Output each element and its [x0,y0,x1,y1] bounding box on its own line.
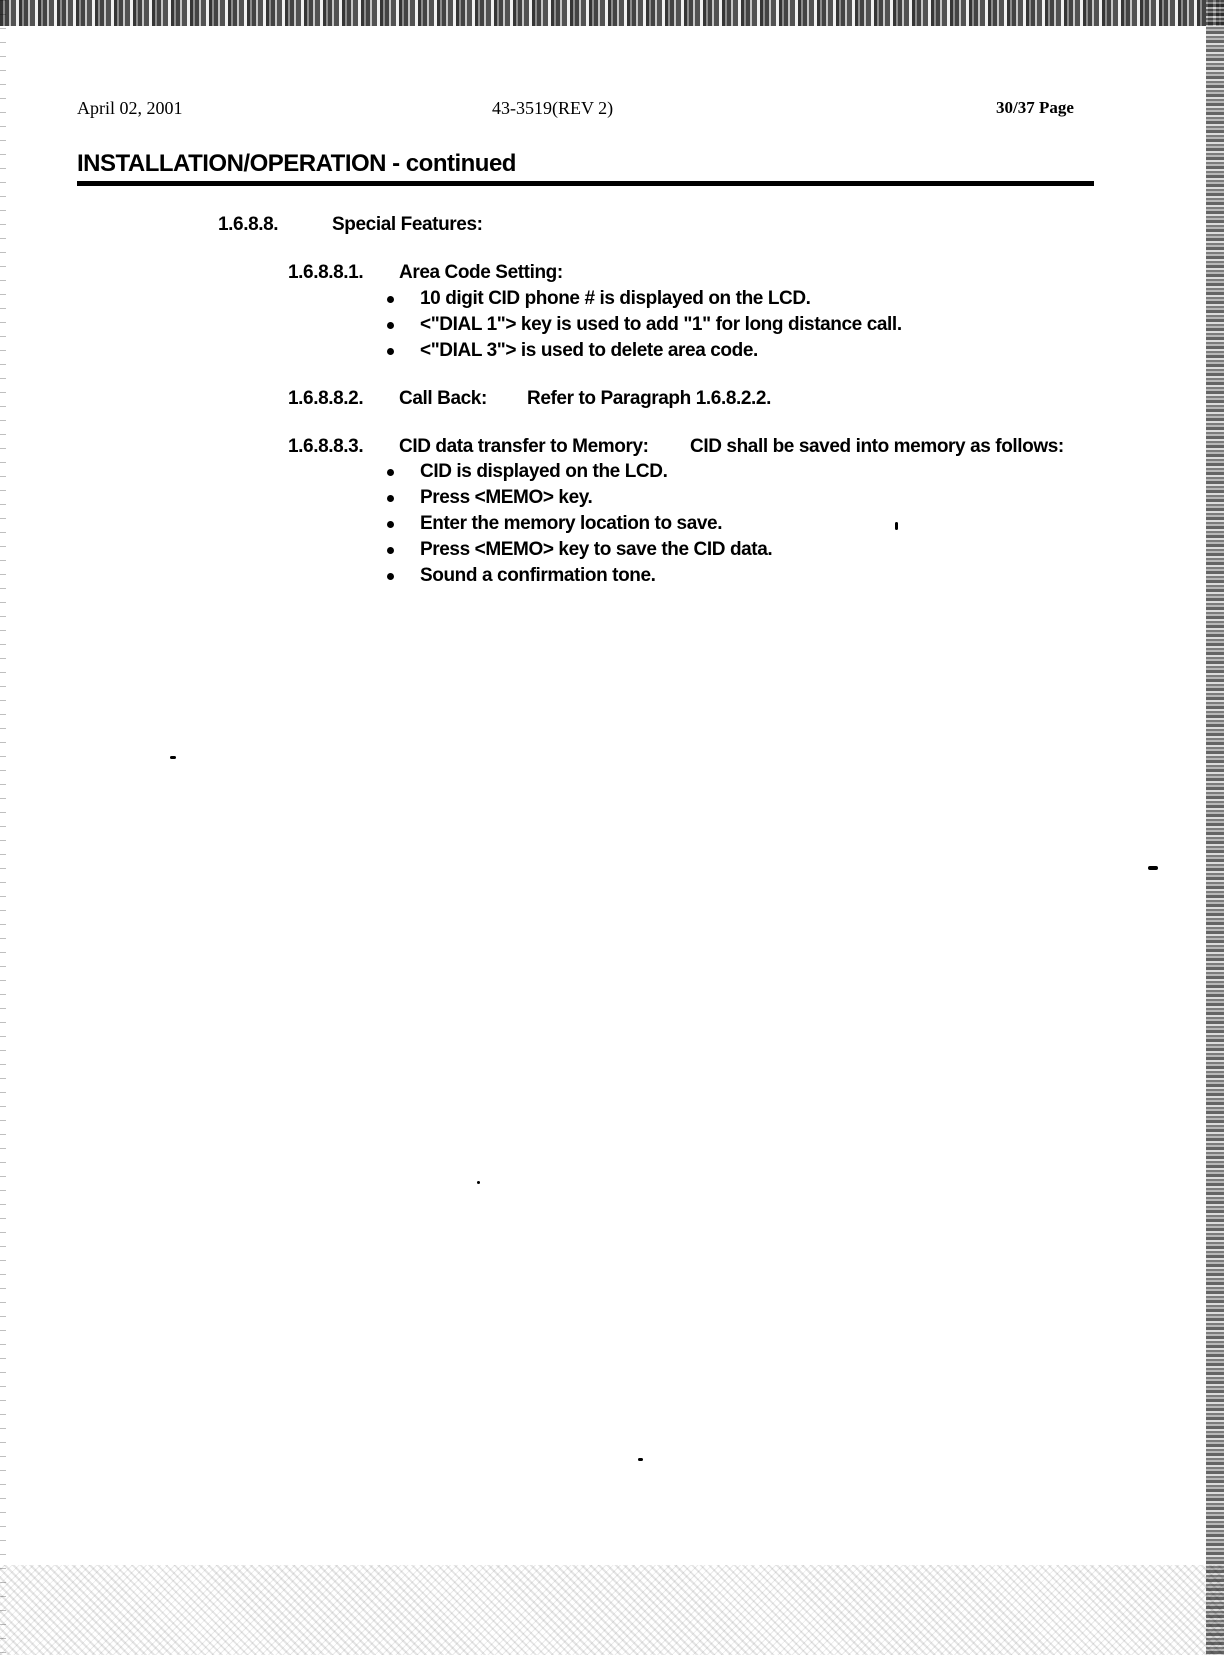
scan-speck [895,522,898,530]
paragraph-number: 1.6.8.8. [218,214,279,235]
list-item: Press <MEMO> key to save the CID data. [387,537,772,563]
section-rule [77,181,1094,186]
cid-transfer-heading [288,436,1064,458]
list-item: <"DIAL 3"> is used to delete area code. [387,338,902,364]
special-features-heading [218,214,483,236]
scan-artifact-bottom [0,1565,1224,1655]
bullet-icon [387,573,394,580]
bullet-icon [387,322,394,329]
call-back-heading [288,388,771,410]
paragraph-text: CID shall be saved into memory as follows: [690,436,1064,457]
list-item: Sound a confirmation tone. [387,563,772,589]
scan-speck [477,1181,480,1184]
paragraph-title: CID data transfer to Memory: [399,436,649,457]
list-item: Enter the memory location to save. [387,511,772,537]
bullet-icon [387,348,394,355]
scan-artifact-left [0,0,6,1655]
scan-speck [638,1458,643,1461]
bullet-icon [387,469,394,476]
list-item: CID is displayed on the LCD. [387,459,772,485]
paragraph-number: 1.6.8.8.1. [288,262,364,283]
header-doc-number: 43-3519(REV 2) [492,98,614,118]
scan-artifact-top [0,0,1224,26]
scan-speck [170,756,176,759]
paragraph-title: Special Features: [332,214,483,235]
list-item: 10 digit CID phone # is displayed on the LCD. [387,286,902,312]
area-code-bullets [387,286,902,364]
paragraph-number: 1.6.8.8.3. [288,436,364,457]
scan-speck [1148,866,1158,870]
list-item: <"DIAL 1"> key is used to add "1" for long distance call. [387,312,902,338]
paragraph-title: Area Code Setting: [399,262,563,283]
section-title: INSTALLATION/OPERATION - continued [77,150,516,177]
cid-transfer-bullets [387,459,772,589]
bullet-icon [387,296,394,303]
list-item: Press <MEMO> key. [387,485,772,511]
paragraph-text: Refer to Paragraph 1.6.8.2.2. [527,388,771,409]
paragraph-title: Call Back: [399,388,487,409]
header-page-number: 30/37 Page [996,98,1074,117]
scan-artifact-right [1206,0,1224,1655]
bullet-icon [387,495,394,502]
bullet-icon [387,547,394,554]
header-date: April 02, 2001 [77,98,183,118]
bullet-icon [387,521,394,528]
area-code-heading [288,262,563,284]
paragraph-number: 1.6.8.8.2. [288,388,364,409]
